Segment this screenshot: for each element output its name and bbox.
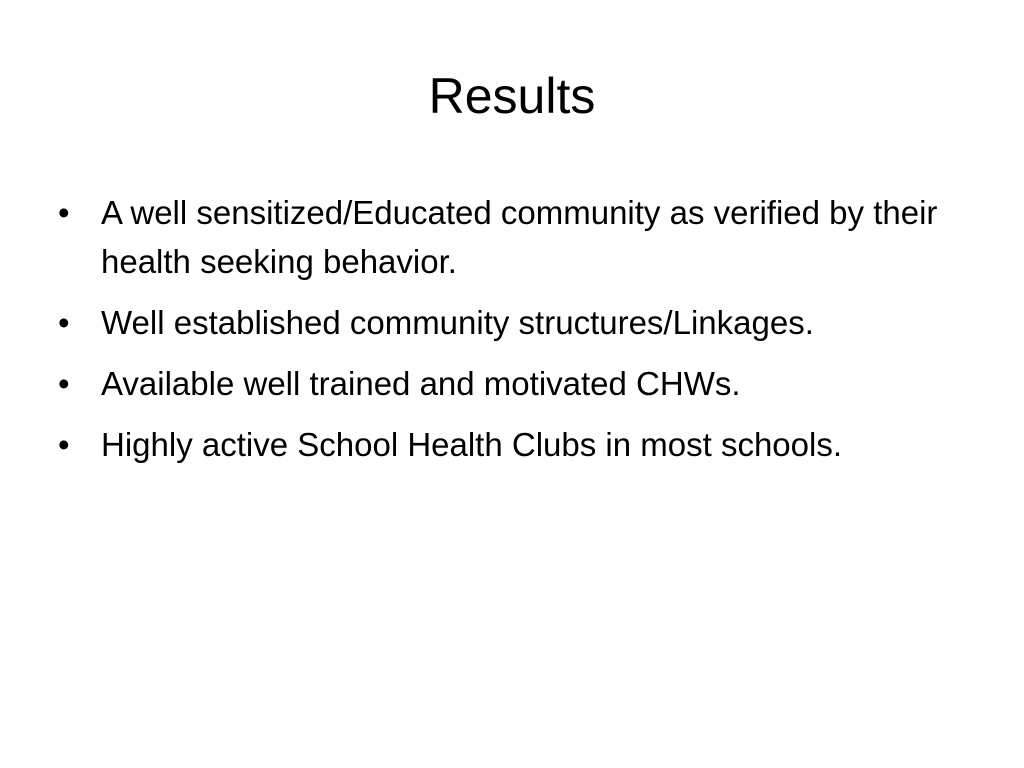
bullet-text-2: Well established community structures/Linkages. — [101, 304, 814, 341]
bullet-item-4 — [56, 420, 976, 469]
slide-title: Results — [428, 68, 596, 124]
bullet-text-3: Available well trained and motivated CHWs. — [101, 365, 741, 402]
bullet-list — [56, 188, 976, 481]
bullet-item-3 — [56, 359, 976, 408]
bullet-dot-icon: • — [58, 304, 70, 341]
bullet-text-4: Highly active School Health Clubs in most schools. — [101, 426, 843, 463]
bullet-item-2 — [56, 298, 976, 347]
bullet-dot-icon: • — [58, 365, 70, 402]
bullet-item-1 — [56, 188, 976, 286]
bullet-text-1: A well sensitized/Educated community as verified by their health seeking behavior. — [101, 194, 938, 280]
bullet-dot-icon: • — [58, 426, 70, 463]
bullet-dot-icon: • — [58, 194, 70, 231]
